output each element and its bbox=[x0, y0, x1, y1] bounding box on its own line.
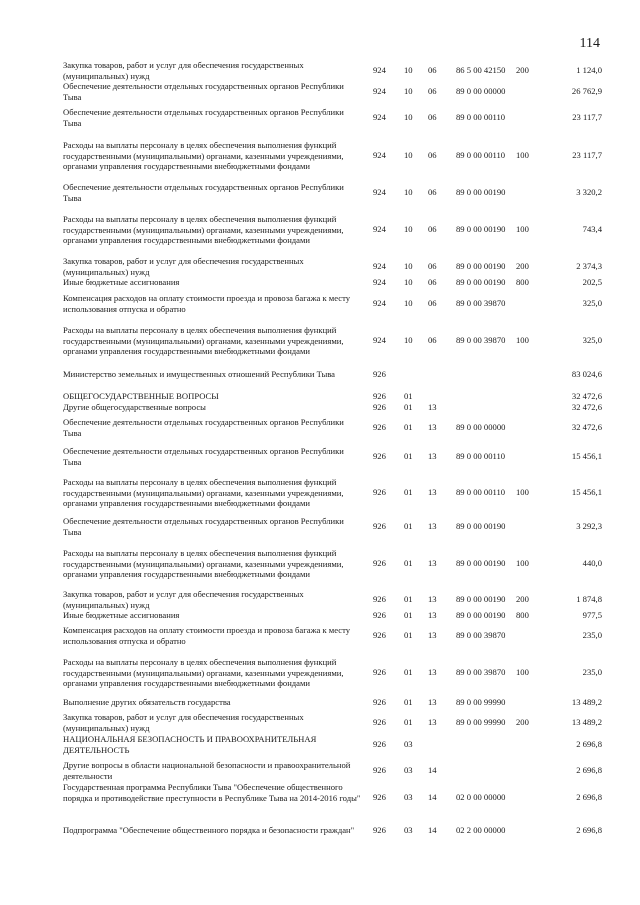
row-code-gr: 926 bbox=[373, 422, 386, 432]
row-name: ОБЩЕГОСУДАРСТВЕННЫЕ ВОПРОСЫ bbox=[63, 391, 219, 401]
row-code-rz: 01 bbox=[404, 558, 413, 568]
row-code-csr: 89 0 00 39870 bbox=[456, 335, 506, 345]
row-code-pr: 14 bbox=[428, 765, 437, 775]
row-code-pr: 13 bbox=[428, 487, 437, 497]
row-sum: 23 117,7 bbox=[572, 112, 602, 122]
row-sum: 2 696,8 bbox=[576, 765, 602, 775]
row-code-pr: 13 bbox=[428, 610, 437, 620]
row-code-rz: 01 bbox=[404, 451, 413, 461]
row-code-csr: 89 0 00 00110 bbox=[456, 150, 506, 160]
row-code-gr: 924 bbox=[373, 277, 386, 287]
row-code-pr: 13 bbox=[428, 697, 437, 707]
row-name: НАЦИОНАЛЬНАЯ БЕЗОПАСНОСТЬ И ПРАВООХРАНИТЕЛЬНАЯ ДЕЯТЕЛЬНОСТЬ bbox=[63, 734, 317, 755]
row-code-pr: 13 bbox=[428, 422, 437, 432]
row-name: Обеспечение деятельности отдельных государственных органов Республики Тыва bbox=[63, 81, 344, 102]
row-code-gr: 926 bbox=[373, 697, 386, 707]
row-code-rz: 10 bbox=[404, 112, 413, 122]
row-code-vr: 200 bbox=[516, 594, 529, 604]
row-name: Расходы на выплаты персоналу в целях обеспечения выполнения функций государственными (муниципальными) органами, казенными учреждениями, органами управления государственными внебюджетными фондами bbox=[63, 140, 344, 171]
row-name: Другие общегосударственные вопросы bbox=[63, 402, 206, 412]
row-code-csr: 89 0 00 00000 bbox=[456, 422, 506, 432]
row-sum: 32 472,6 bbox=[571, 391, 602, 401]
row-sum: 2 696,8 bbox=[576, 792, 602, 802]
row-code-rz: 10 bbox=[404, 65, 413, 75]
row-code-gr: 926 bbox=[373, 630, 386, 640]
row-code-csr: 89 0 00 00000 bbox=[456, 86, 506, 96]
row-code-gr: 924 bbox=[373, 112, 386, 122]
row-code-pr: 06 bbox=[428, 150, 437, 160]
row-code-csr: 89 0 00 00190 bbox=[456, 521, 506, 531]
row-code-csr: 89 0 00 00190 bbox=[456, 261, 506, 271]
row-sum: 325,0 bbox=[582, 298, 602, 308]
row-code-vr: 100 bbox=[516, 335, 529, 345]
row-sum: 26 762,9 bbox=[571, 86, 602, 96]
row-sum: 2 696,8 bbox=[576, 825, 602, 835]
row-code-csr: 02 0 00 00000 bbox=[456, 792, 506, 802]
row-code-csr: 89 0 00 00110 bbox=[456, 112, 506, 122]
row-sum: 32 472,6 bbox=[571, 402, 602, 412]
row-sum: 15 456,1 bbox=[571, 451, 602, 461]
row-code-pr: 06 bbox=[428, 65, 437, 75]
row-code-pr: 06 bbox=[428, 112, 437, 122]
row-code-rz: 03 bbox=[404, 792, 413, 802]
row-name: Закупка товаров, работ и услуг для обеспечения государственных (муниципальных) нужд bbox=[63, 60, 304, 81]
row-code-gr: 924 bbox=[373, 335, 386, 345]
row-sum: 325,0 bbox=[582, 335, 602, 345]
row-code-csr: 89 0 00 00190 bbox=[456, 187, 506, 197]
row-sum: 2 696,8 bbox=[576, 739, 602, 749]
row-code-rz: 03 bbox=[404, 765, 413, 775]
row-sum: 202,5 bbox=[582, 277, 602, 287]
row-name: Государственная программа Республики Тыва "Обеспечение общественного порядка и противодействие преступности в Республике Тыва на 2014-2016 годы" bbox=[63, 782, 361, 803]
row-code-gr: 926 bbox=[373, 739, 386, 749]
row-code-csr: 89 0 00 00190 bbox=[456, 224, 506, 234]
row-code-csr: 86 5 00 42150 bbox=[456, 65, 506, 75]
row-code-rz: 01 bbox=[404, 717, 413, 727]
row-code-rz: 10 bbox=[404, 224, 413, 234]
row-name: Расходы на выплаты персоналу в целях обеспечения выполнения функций государственными (муниципальными) органами, казенными учреждениями, органами управления государственными внебюджетными фондами bbox=[63, 548, 344, 579]
row-sum: 23 117,7 bbox=[572, 150, 602, 160]
row-code-gr: 926 bbox=[373, 667, 386, 677]
row-code-rz: 01 bbox=[404, 487, 413, 497]
row-code-vr: 200 bbox=[516, 261, 529, 271]
row-code-rz: 01 bbox=[404, 594, 413, 604]
row-code-gr: 926 bbox=[373, 369, 386, 379]
row-name: Расходы на выплаты персоналу в целях обеспечения выполнения функций государственными (муниципальными) органами, казенными учреждениями, органами управления государственными внебюджетными фондами bbox=[63, 657, 344, 688]
row-code-gr: 926 bbox=[373, 594, 386, 604]
row-code-pr: 06 bbox=[428, 261, 437, 271]
row-code-gr: 926 bbox=[373, 792, 386, 802]
row-code-csr: 89 0 00 00190 bbox=[456, 558, 506, 568]
row-name: Расходы на выплаты персоналу в целях обеспечения выполнения функций государственными (муниципальными) органами, казенными учреждениями, органами управления государственными внебюджетными фондами bbox=[63, 325, 344, 356]
row-code-gr: 926 bbox=[373, 451, 386, 461]
row-sum: 235,0 bbox=[582, 667, 602, 677]
row-code-pr: 13 bbox=[428, 558, 437, 568]
row-code-rz: 01 bbox=[404, 610, 413, 620]
row-code-rz: 03 bbox=[404, 739, 413, 749]
row-code-vr: 100 bbox=[516, 558, 529, 568]
row-code-rz: 01 bbox=[404, 630, 413, 640]
row-code-rz: 01 bbox=[404, 697, 413, 707]
row-sum: 977,5 bbox=[582, 610, 602, 620]
row-name: Обеспечение деятельности отдельных государственных органов Республики Тыва bbox=[63, 417, 344, 438]
row-code-pr: 06 bbox=[428, 298, 437, 308]
row-code-csr: 89 0 00 00190 bbox=[456, 277, 506, 287]
row-code-pr: 06 bbox=[428, 335, 437, 345]
row-name: Компенсация расходов на оплату стоимости проезда и провоза багажа к месту использования отпуска и обратно bbox=[63, 293, 351, 314]
row-code-rz: 10 bbox=[404, 261, 413, 271]
row-code-csr: 89 0 00 99990 bbox=[456, 717, 506, 727]
row-code-gr: 926 bbox=[373, 825, 386, 835]
row-code-rz: 03 bbox=[404, 825, 413, 835]
row-code-gr: 926 bbox=[373, 391, 386, 401]
row-name: Компенсация расходов на оплату стоимости проезда и провоза багажа к месту использования отпуска и обратно bbox=[63, 625, 351, 646]
row-code-vr: 100 bbox=[516, 150, 529, 160]
row-sum: 1 874,8 bbox=[576, 594, 602, 604]
row-name: Иные бюджетные ассигнования bbox=[63, 277, 180, 287]
row-code-gr: 924 bbox=[373, 261, 386, 271]
row-sum: 3 320,2 bbox=[576, 187, 602, 197]
row-code-csr: 89 0 00 99990 bbox=[456, 697, 506, 707]
row-code-rz: 10 bbox=[404, 298, 413, 308]
row-name: Закупка товаров, работ и услуг для обеспечения государственных (муниципальных) нужд bbox=[63, 712, 304, 733]
row-sum: 743,4 bbox=[582, 224, 602, 234]
row-code-csr: 89 0 00 00190 bbox=[456, 594, 506, 604]
row-code-csr: 89 0 00 39870 bbox=[456, 630, 506, 640]
row-code-csr: 89 0 00 00190 bbox=[456, 610, 506, 620]
row-code-rz: 10 bbox=[404, 187, 413, 197]
row-code-vr: 100 bbox=[516, 224, 529, 234]
row-sum: 13 489,2 bbox=[571, 717, 602, 727]
row-code-pr: 13 bbox=[428, 451, 437, 461]
row-code-pr: 13 bbox=[428, 717, 437, 727]
row-sum: 3 292,3 bbox=[576, 521, 602, 531]
row-code-csr: 89 0 00 00110 bbox=[456, 487, 506, 497]
row-code-rz: 10 bbox=[404, 335, 413, 345]
row-sum: 83 024,6 bbox=[571, 369, 602, 379]
row-code-pr: 13 bbox=[428, 402, 437, 412]
row-name: Расходы на выплаты персоналу в целях обеспечения выполнения функций государственными (муниципальными) органами, казенными учреждениями, органами управления государственными внебюджетными фондами bbox=[63, 214, 344, 245]
row-code-gr: 926 bbox=[373, 402, 386, 412]
row-name: Закупка товаров, работ и услуг для обеспечения государственных (муниципальных) нужд bbox=[63, 589, 304, 610]
row-sum: 1 124,0 bbox=[576, 65, 602, 75]
row-name: Обеспечение деятельности отдельных государственных органов Республики Тыва bbox=[63, 516, 344, 537]
row-sum: 13 489,2 bbox=[571, 697, 602, 707]
row-code-gr: 924 bbox=[373, 65, 386, 75]
row-code-rz: 01 bbox=[404, 391, 413, 401]
row-name: Обеспечение деятельности отдельных государственных органов Республики Тыва bbox=[63, 107, 344, 128]
row-code-rz: 10 bbox=[404, 150, 413, 160]
row-code-pr: 14 bbox=[428, 825, 437, 835]
row-code-rz: 01 bbox=[404, 422, 413, 432]
row-name: Министерство земельных и имущественных отношений Республики Тыва bbox=[63, 369, 335, 379]
row-code-gr: 926 bbox=[373, 610, 386, 620]
row-sum: 2 374,3 bbox=[576, 261, 602, 271]
row-name: Расходы на выплаты персоналу в целях обеспечения выполнения функций государственными (муниципальными) органами, казенными учреждениями, органами управления государственными внебюджетными фондами bbox=[63, 477, 344, 508]
page-number: 114 bbox=[579, 36, 600, 51]
row-code-pr: 06 bbox=[428, 187, 437, 197]
row-code-vr: 200 bbox=[516, 717, 529, 727]
row-code-pr: 14 bbox=[428, 792, 437, 802]
row-code-csr: 89 0 00 00110 bbox=[456, 451, 506, 461]
row-code-gr: 924 bbox=[373, 86, 386, 96]
row-code-rz: 01 bbox=[404, 521, 413, 531]
row-code-vr: 100 bbox=[516, 487, 529, 497]
row-code-pr: 06 bbox=[428, 277, 437, 287]
row-code-pr: 13 bbox=[428, 667, 437, 677]
row-code-rz: 10 bbox=[404, 86, 413, 96]
row-code-pr: 13 bbox=[428, 630, 437, 640]
row-name: Выполнение других обязательств государства bbox=[63, 697, 231, 707]
row-code-vr: 800 bbox=[516, 277, 529, 287]
row-code-gr: 926 bbox=[373, 487, 386, 497]
row-code-pr: 06 bbox=[428, 86, 437, 96]
row-code-vr: 200 bbox=[516, 65, 529, 75]
row-code-gr: 924 bbox=[373, 298, 386, 308]
row-code-gr: 924 bbox=[373, 224, 386, 234]
row-code-gr: 926 bbox=[373, 717, 386, 727]
row-sum: 15 456,1 bbox=[571, 487, 602, 497]
row-code-gr: 926 bbox=[373, 765, 386, 775]
row-code-csr: 89 0 00 39870 bbox=[456, 667, 506, 677]
row-name: Обеспечение деятельности отдельных государственных органов Республики Тыва bbox=[63, 446, 344, 467]
row-code-rz: 01 bbox=[404, 667, 413, 677]
row-name: Подпрограмма "Обеспечение общественного порядка и безопасности граждан" bbox=[63, 825, 355, 835]
row-code-pr: 13 bbox=[428, 521, 437, 531]
row-code-vr: 100 bbox=[516, 667, 529, 677]
row-sum: 440,0 bbox=[582, 558, 602, 568]
row-code-pr: 13 bbox=[428, 594, 437, 604]
row-code-gr: 924 bbox=[373, 150, 386, 160]
row-code-gr: 926 bbox=[373, 521, 386, 531]
row-code-csr: 89 0 00 39870 bbox=[456, 298, 506, 308]
row-code-gr: 926 bbox=[373, 558, 386, 568]
row-name: Закупка товаров, работ и услуг для обеспечения государственных (муниципальных) нужд bbox=[63, 256, 304, 277]
row-code-gr: 924 bbox=[373, 187, 386, 197]
row-code-rz: 01 bbox=[404, 402, 413, 412]
row-code-csr: 02 2 00 00000 bbox=[456, 825, 506, 835]
row-code-rz: 10 bbox=[404, 277, 413, 287]
row-sum: 235,0 bbox=[582, 630, 602, 640]
row-name: Иные бюджетные ассигнования bbox=[63, 610, 180, 620]
row-sum: 32 472,6 bbox=[571, 422, 602, 432]
row-code-vr: 800 bbox=[516, 610, 529, 620]
row-name: Другие вопросы в области национальной безопасности и правоохранительной деятельности bbox=[63, 760, 351, 781]
row-name: Обеспечение деятельности отдельных государственных органов Республики Тыва bbox=[63, 182, 344, 203]
row-code-pr: 06 bbox=[428, 224, 437, 234]
